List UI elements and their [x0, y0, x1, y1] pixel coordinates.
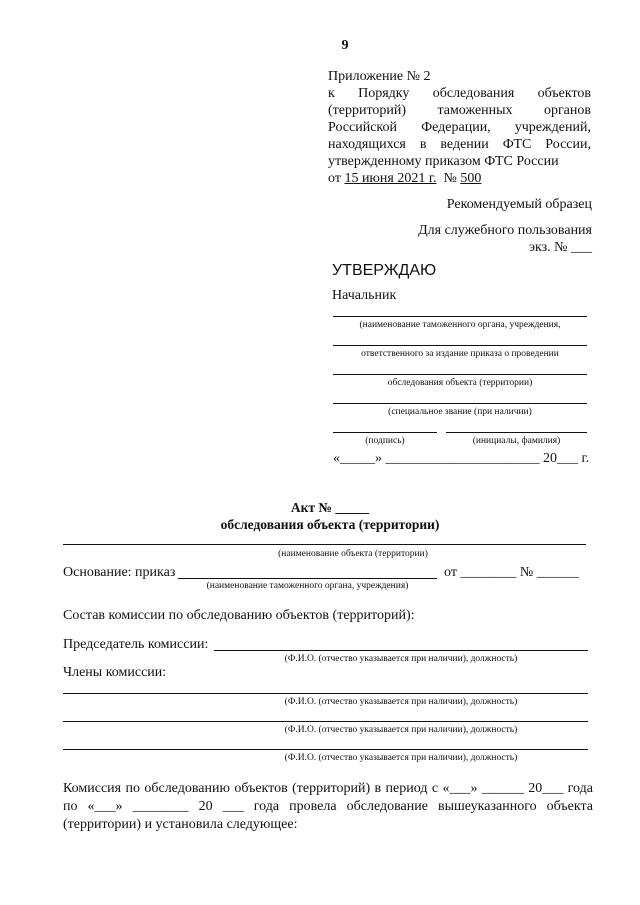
name-line — [446, 432, 587, 433]
commission-header: Состав комиссии по обследованию объектов (территорий): — [63, 608, 415, 623]
field-caption: (наименование таможенного органа, учреждения, — [359, 320, 561, 330]
field-caption: обследования объекта (территории) — [387, 378, 533, 388]
appendix-line: Приложение № 2 — [328, 69, 431, 84]
page-number: 9 — [341, 38, 349, 53]
fio-caption: (Ф.И.О. (отчество указывается при наличии), должность) — [284, 654, 518, 664]
basis-label: Основание: приказ — [63, 565, 176, 580]
paragraph-line: (территории) и установила следующее: — [63, 817, 298, 832]
recommended-sample: Рекомендуемый образец — [446, 197, 592, 212]
basis-caption: (наименование таможенного органа, учреждения) — [206, 581, 409, 591]
restricted-note: Для служебного пользования — [418, 223, 592, 238]
fio-caption: (Ф.И.О. (отчество указывается при наличии), должность) — [284, 753, 518, 763]
member-line — [63, 721, 588, 722]
chair-line — [214, 650, 588, 651]
blank-line — [333, 374, 587, 375]
members-label: Члены комиссии: — [63, 665, 167, 680]
appendix-block — [328, 68, 591, 187]
paragraph-line: по «___» ________ 20 ___ года провела обследование вышеуказанного объекта — [63, 799, 593, 814]
member-line — [63, 749, 588, 750]
signature-caption: (подпись) — [365, 436, 405, 446]
blank-line — [333, 316, 587, 317]
fio-caption: (Ф.И.О. (отчество указывается при наличии), должность) — [284, 725, 518, 735]
appendix-line: находящихся в ведении ФТС России, — [328, 137, 591, 152]
object-name-caption: (наименование объекта (территории) — [278, 549, 428, 559]
approval-title: УТВЕРЖДАЮ — [332, 262, 437, 279]
appendix-line: утвержденному приказом ФТС России — [328, 154, 559, 169]
order-date: 15 июня 2021 г. — [344, 171, 437, 186]
copy-number: экз. № ___ — [528, 240, 592, 255]
order-number: 500 — [460, 171, 482, 186]
chair-label: Председатель комиссии: — [63, 637, 209, 652]
fio-caption: (Ф.И.О. (отчество указывается при наличии), должность) — [284, 697, 518, 707]
field-caption: ответственного за издание приказа о проведении — [361, 349, 559, 359]
object-name-line — [63, 544, 586, 545]
member-line — [63, 693, 588, 694]
act-subtitle: обследования объекта (территории) — [220, 517, 440, 532]
appendix-line: (территорий) таможенных органов — [328, 103, 591, 118]
signature-line — [333, 432, 437, 433]
appendix-order-date: от 15 июня 2021 г. № 500 — [328, 171, 482, 186]
basis-from: от ________ № ______ — [444, 565, 579, 580]
name-caption: (инициалы, фамилия) — [472, 436, 561, 446]
blank-line — [333, 345, 587, 346]
blank-line — [333, 403, 587, 404]
paragraph-line: Комиссия по обследованию объектов (территорий) в период с «___» ______ 20___ года — [63, 781, 593, 796]
appendix-line: Российской Федерации, учреждений, — [328, 120, 591, 135]
basis-order-line — [178, 578, 437, 579]
approval-date-line: «_____» ______________________ 20___ г. — [333, 451, 590, 466]
commission-paragraph — [63, 780, 593, 834]
act-title: Акт № _____ — [290, 500, 370, 515]
field-caption: (специальное звание (при наличии) — [388, 407, 532, 417]
approval-role: Начальник — [332, 288, 397, 303]
appendix-line: к Порядку обследования объектов — [328, 86, 591, 101]
